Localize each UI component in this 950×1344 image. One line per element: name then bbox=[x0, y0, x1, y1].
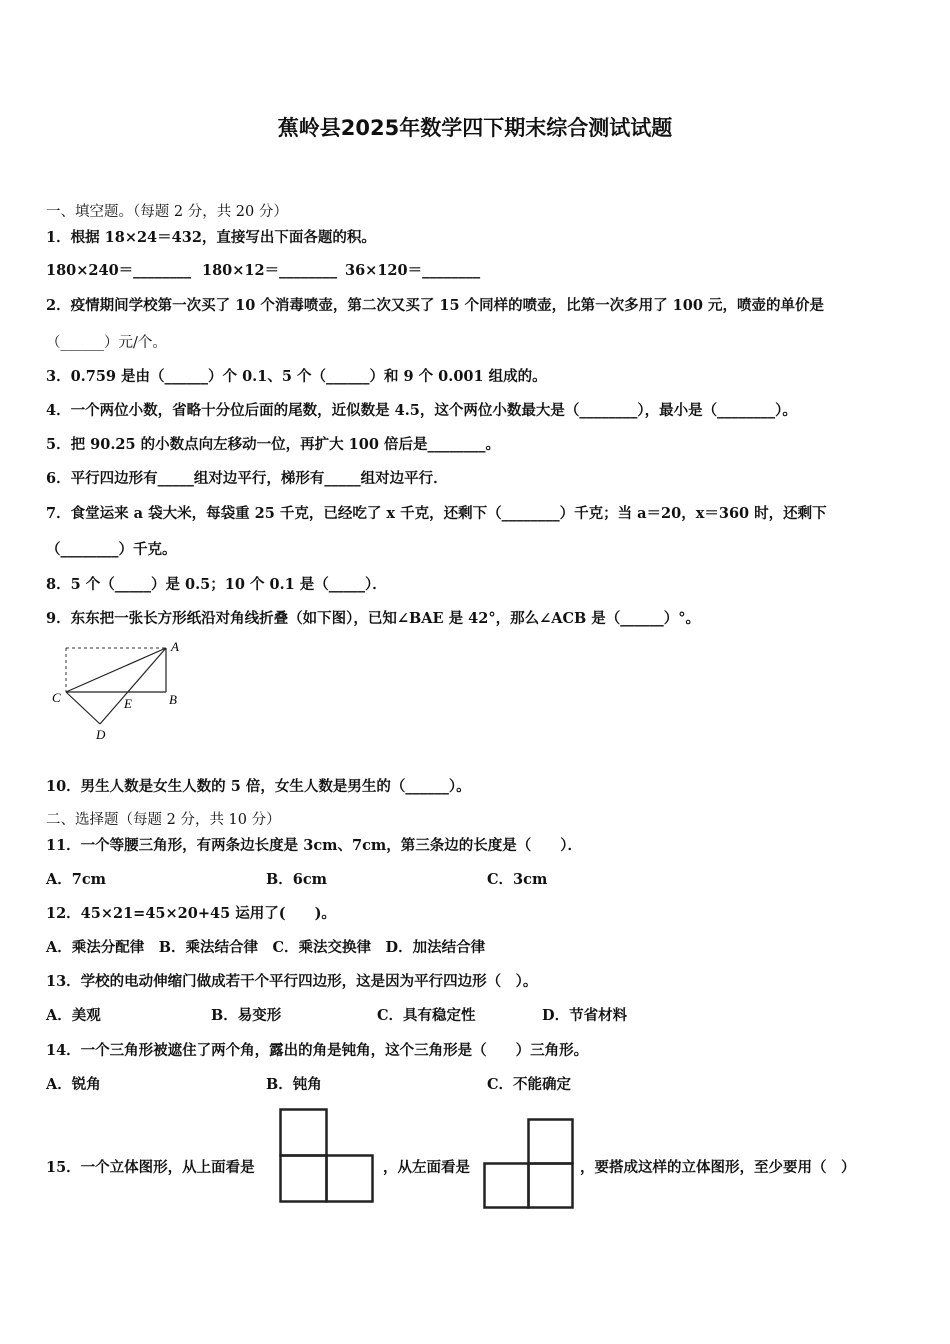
q9-label-b: B bbox=[169, 692, 177, 707]
q6-text: 6．平行四边形有_____组对边平行，梯形有_____组对边平行． bbox=[46, 470, 448, 487]
q1-item-2: 180×12＝________ bbox=[202, 262, 338, 279]
q1-item-1: 180×240＝________ bbox=[46, 262, 192, 279]
q15-part2: ，从左面看是 bbox=[383, 1159, 470, 1176]
q1-text: 1．根据 18×24＝432，直接写出下面各题的积。 bbox=[46, 229, 376, 246]
q13-option-d: D．节省材料 bbox=[542, 1007, 628, 1024]
q13-option-c: C．具有稳定性 bbox=[377, 1007, 476, 1024]
q15-part3: ，要搭成这样的立体图形，至少要用（ ） bbox=[580, 1159, 856, 1176]
q14-option-a: A．锐角 bbox=[46, 1076, 101, 1093]
section1-heading: 一、填空题。（每题 2 分，共 20 分） bbox=[46, 204, 288, 220]
q15-left-view-figure bbox=[483, 1118, 575, 1210]
q14-option-c: C．不能确定 bbox=[487, 1076, 572, 1093]
q9-text: 9．东东把一张长方形纸沿对角线折叠（如下图），已知∠BAE 是 42°，那么∠ACB 是（______）°。 bbox=[46, 610, 701, 627]
q14-option-b: B．钝角 bbox=[266, 1076, 322, 1093]
q7-line2: （________）千克。 bbox=[46, 541, 177, 558]
q7-line1: 7．食堂运来 a 袋大米，每袋重 25 千克，已经吃了 x 千克，还剩下（________）千克；当 a＝20，x＝360 时，还剩下 bbox=[46, 505, 827, 522]
q11-option-a: A．7cm bbox=[46, 871, 107, 888]
section2-heading: 二、选择题（每题 2 分，共 10 分） bbox=[46, 812, 281, 828]
q13-option-b: B．易变形 bbox=[211, 1007, 282, 1024]
q4-text: 4．一个两位小数，省略十分位后面的尾数，近似数是 4.5，这个两位小数最大是（________），最小是（________）。 bbox=[46, 402, 797, 419]
q10-text: 10．男生人数是女生人数的 5 倍，女生人数是男生的（______）。 bbox=[46, 778, 471, 795]
q12-text: 12．45×21=45×20+45 运用了( )。 bbox=[46, 905, 336, 922]
q11-option-c: C．3cm bbox=[487, 871, 548, 888]
q9-label-e: E bbox=[124, 696, 132, 711]
q2-line2: （______）元/个。 bbox=[46, 335, 167, 351]
q8-text: 8．5 个（_____）是 0.5；10 个 0.1 是（_____）． bbox=[46, 576, 387, 593]
q3-text: 3．0.759 是由（______）个 0.1、5 个（______）和 9 个 0.001 组成的。 bbox=[46, 368, 547, 385]
q11-option-b: B．6cm bbox=[266, 871, 328, 888]
q9-fold-figure bbox=[48, 636, 188, 746]
q13-option-a: A．美观 bbox=[46, 1007, 101, 1024]
q15-part1: 15．一个立体图形，从上面看是 bbox=[46, 1159, 255, 1176]
q5-text: 5．把 90.25 的小数点向左移动一位，再扩大 100 倍后是________。 bbox=[46, 436, 500, 453]
q1-item-3: 36×120＝________ bbox=[345, 262, 481, 279]
page-title: 蕉岭县2025年数学四下期末综合测试试题 bbox=[277, 116, 673, 140]
q12-options: A．乘法分配律 B．乘法结合律 C．乘法交换律 D．加法结合律 bbox=[46, 939, 486, 956]
q9-label-c: C bbox=[52, 690, 61, 705]
q2-line1: 2．疫情期间学校第一次买了 10 个消毒喷壶，第二次又买了 15 个同样的喷壶，比第一次多用了 100 元，喷壶的单价是 bbox=[46, 297, 824, 314]
q14-text: 14．一个三角形被遮住了两个角，露出的角是钝角，这个三角形是（ ）三角形。 bbox=[46, 1042, 589, 1059]
q15-top-view-figure bbox=[279, 1108, 375, 1204]
q9-label-d: D bbox=[96, 727, 106, 742]
q9-label-a: A bbox=[171, 639, 179, 654]
q13-text: 13．学校的电动伸缩门做成若干个平行四边形，这是因为平行四边形（ ）。 bbox=[46, 973, 538, 990]
q11-text: 11．一个等腰三角形，有两条边长度是 3cm、7cm，第三条边的长度是（ ）． bbox=[46, 837, 582, 854]
